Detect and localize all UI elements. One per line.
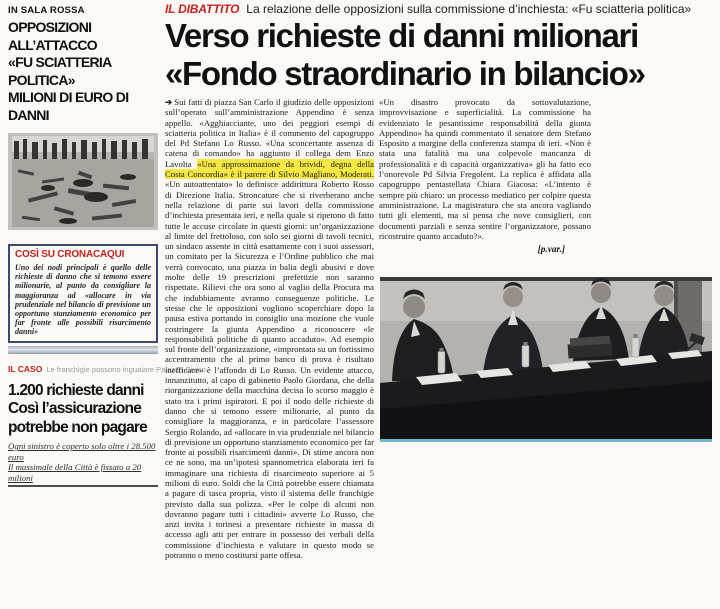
main-article (165, 2, 714, 561)
sidebar-headline-line: OPPOSIZIONI ALL’ATTACCO (8, 19, 97, 53)
article-kicker-row (165, 2, 714, 16)
body-column-2 (379, 97, 591, 255)
sidebar-headline-line: «FU SCIATTERIA POLITICA» (8, 54, 111, 88)
byline: [p.var.] (537, 245, 565, 256)
case-headline (8, 382, 158, 438)
case-headline-line: 1.200 richieste danni (8, 381, 144, 399)
body-text-col2: «Un disastro provocato da sottovalutazione, improvvisazione e superficialità. La commissione ha evidenziato le pesantissime responsabilità della giunta Appendino» ha quindi commentato il senatore dem Stefano Esposito a margine della conferenza stampa di ieri. «Non è stata una fatalità ma una colpevole mancanza di professionalità e di capacità organizzativa» gli ha fatto eco l’onorevole Pd Silvia Fregolent. La replica è affidata alla capogruppo pentastellata Chiara Giacosa: «L’intento è sempre più chiaro: un processo mediatico per colpire questa amministrazione. La magistratura che sta ancora vagliando tutti gli elementi, ma si pensa che nove consiglieri, con documenti parziali e senza sentire l’organizzatore, possano ricostruire quanto accaduto?». (379, 97, 591, 241)
highlighted-quote: «Una approssimazione da brividi, degna della Costa Concordia» è il parere di Silvio Magliano, Moderati. (165, 158, 374, 180)
cronacaqui-box-text: Uno dei nodi principali è quello delle richieste di danno che si temono essere milionarie, al punto da consigliare la maggioranza ad «allocare in via prudenziale nel bilancio di previsione un opportuno stanziamento economico per far fronte alle possibili risarcimento danni» (15, 263, 151, 337)
article-headline (165, 17, 714, 92)
case-headline-line: potrebbe non pagare (8, 418, 147, 436)
body-column-1 (165, 97, 374, 609)
sidebar-photo (8, 133, 158, 230)
arrow-icon: ➔ (165, 97, 173, 107)
sidebar-kicker: IN SALA ROSSA (8, 5, 85, 16)
case-headline-line: Così l’assicurazione (8, 400, 142, 418)
cronacaqui-box (8, 244, 158, 343)
case-subhead-line: Il massimale della Città è fissato a 20 milioni (8, 462, 142, 483)
article-headline-line: «Fondo straordinario in bilancio» (165, 54, 645, 92)
section-label: IL DIBATTITO (165, 2, 240, 16)
case-kicker: Le franchigie possono inguaiare Palazzo Civico (46, 364, 206, 374)
sidebar-column (8, 5, 206, 487)
article-kicker: La relazione delle opposizioni sulla commissione d’inchiesta: «Fu sciatteria politica» (246, 2, 692, 16)
section-divider-bar (8, 346, 158, 354)
conference-photo (380, 277, 712, 442)
body-text-post: «Un autoattentato» lo definisce addirittura Roberto Rosso di Direzione Italia. Stroncature che si riverberano anche nella relazione di parte sui lavori della commissione d’inchiesta presentata ieri, e nella quale si ripetono di fatto tutte le accuse circolate in questi giorni: un’organizzazione al limite del frettoloso, con solo sei giorni di tavoli tecnici, un sindaco assente in città esattamente con i suoi assessori, un comitato per la Sicurezza e l’Ordine pubblico che mai verrà convocato, una piazza in balia degli abusivi e dove molte delle 19 prescrizioni prefettizie non saranno rispettate. Rilievi che ora sono al vaglio della Procura ma che indubbiamente avranno conseguenze politiche. Le stesse che le opposizioni vogliono scoperchiare dopo la pausa estiva portando in consiglio una mozione che vuole costringere la giunta Appendino a riconoscere «le responsabilità politiche di quanto accaduto». Ad esempio sul fronte dell’organizzazione, «improntata su un fortissimo accentramento che al primo banco di prova è risultato inefficace» è l’affondo di Lo Russo. Un evidente attacco, innanzitutto, al capo di gabinetto Paolo Giordana, che della riorganizzazione della macchina decisa lo scorso maggio è stato tra i primi ispiratori. E poi il nodo delle richieste di danno che si temono essere milionarie, al punto da consigliare la maggioranza, e in particolare l’assessore Sergio Rolando, ad «allocare in via prudenziale nel bilancio di previsione un opportuno stanziamento economico per far fronte ai possibili risarcimenti danni». Di stime ancora non ce ne sono, ma un’ipotesi spannometrica elaborata ieri fa immaginare una richiesta di risarcimento superiore ai 5 milioni di euro. Soldi che la Città potrebbe essere chiamata a pagare di tasca propria, visto il sistema delle franchigie previsto dalla sua polizza. «Per le colpe di alcuni non dovranno pagare tutti i cittadini» avverte Lo Russo, che anzi invita i torinesi a presentare richieste in massa di accesso agli atti per entrare in possesso dei verbali della commissione d’inchiesta e valutare in questo modo se potranno o meno costitursi parte offesa. (165, 179, 374, 561)
conference-photo-illustration (380, 277, 712, 439)
case-label: IL CASO (8, 363, 43, 374)
article-headline-line: Verso richieste di danni milionari (165, 17, 638, 54)
sidebar-headline-line: MILIONI DI EURO DI DANNI (8, 89, 129, 123)
sidebar-headline (8, 19, 158, 124)
case-kicker-row (8, 359, 206, 377)
case-subhead-line: Ogni sinistro è coperto solo oltre i 28.500 euro (8, 441, 156, 462)
body-text-pre: Sui fatti di piazza San Carlo il giudizio delle opposizioni sull’operato sull’amministrazione Appendino è senza appello. «Agghiacciante, uno dei peggiori esempi di sciatteria politica in Italia» è il commento del capogruppo del Pd Stefano Lo Russo. «Una sconcertante assenza di catena di comando» ha aggiunto il collega dem Enzo Lavolta (165, 97, 374, 169)
piazza-photo-illustration (8, 133, 158, 230)
case-subhead (8, 441, 158, 487)
cronacaqui-box-title: COSÌ SU CRONACAQUI (15, 249, 125, 260)
